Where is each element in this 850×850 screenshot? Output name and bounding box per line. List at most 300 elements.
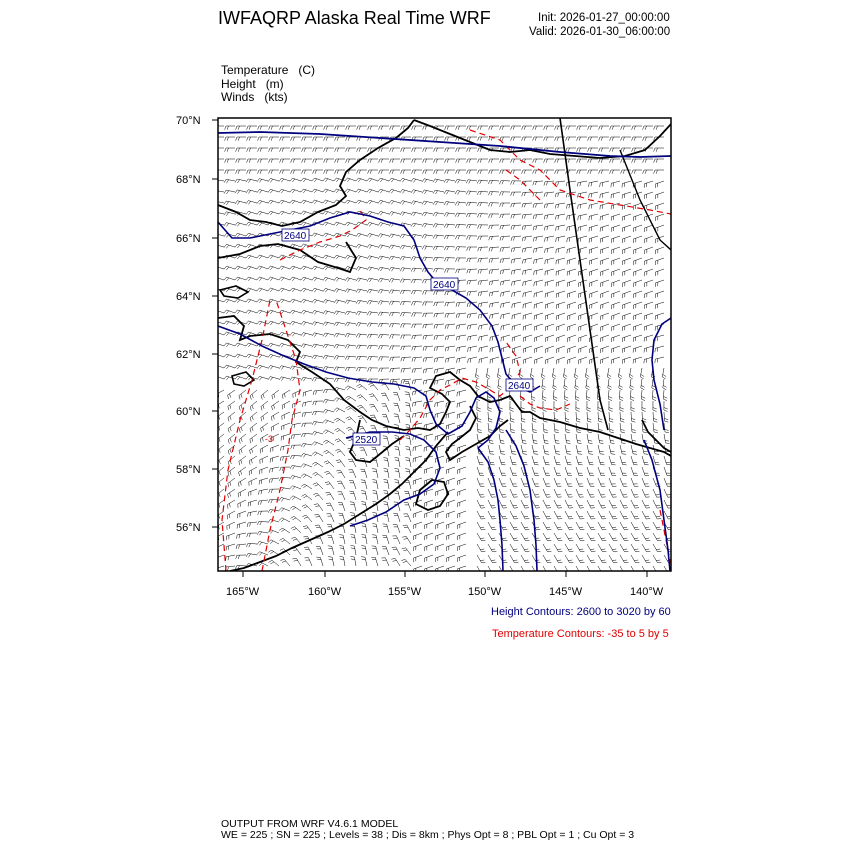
wind-barb <box>532 467 539 476</box>
wind-barb <box>351 534 357 544</box>
wind-barb <box>357 384 368 390</box>
wind-barb <box>458 478 467 485</box>
wind-barb <box>411 212 422 216</box>
wind-barb <box>301 443 312 447</box>
wind-barb <box>327 535 334 544</box>
wind-barb <box>588 170 598 174</box>
wind-barb <box>228 434 235 444</box>
wind-barb <box>389 178 400 182</box>
wind-barb <box>587 423 592 433</box>
wind-barb <box>372 535 378 544</box>
wind-barb <box>238 511 246 518</box>
wind-barb <box>545 236 555 242</box>
wind-barb <box>632 170 642 174</box>
wind-barb <box>575 379 579 390</box>
wind-barb <box>622 192 631 199</box>
height-contour <box>478 448 503 571</box>
wind-barb <box>587 544 595 552</box>
wind-barb <box>522 247 532 252</box>
wind-barb <box>345 396 356 401</box>
wind-barb <box>400 290 411 294</box>
wind-barb <box>400 190 411 194</box>
wind-barb <box>477 412 481 422</box>
wind-barb <box>477 500 485 508</box>
wind-barb <box>565 489 573 497</box>
wind-barb <box>543 522 551 530</box>
wind-barb <box>356 233 367 237</box>
wind-barb <box>511 126 521 130</box>
wind-barb <box>544 126 554 130</box>
wind-barb <box>422 223 433 227</box>
wind-barb <box>620 478 627 486</box>
alaska-coastline <box>218 120 414 226</box>
wind-barb <box>290 266 301 270</box>
wind-barb <box>589 258 598 265</box>
wind-barb <box>436 511 445 518</box>
wind-barb <box>545 291 554 298</box>
wind-barb <box>543 555 551 563</box>
wind-barb <box>510 511 518 519</box>
longitude-axis <box>226 571 664 598</box>
wind-barb <box>631 566 639 574</box>
wind-barb <box>477 555 485 563</box>
wind-barb <box>622 214 631 221</box>
wind-barb <box>280 170 290 174</box>
wind-barb <box>554 544 562 552</box>
wind-barb <box>629 368 633 379</box>
wind-barb <box>501 324 510 330</box>
wind-barb <box>587 445 593 454</box>
wind-barb <box>457 555 466 562</box>
wind-barb <box>349 480 356 489</box>
wind-barb <box>511 137 521 141</box>
wind-barb <box>620 423 625 433</box>
wind-barb <box>599 148 609 152</box>
wind-barb <box>500 214 510 218</box>
wind-barb <box>653 555 661 563</box>
wind-barb <box>257 211 268 215</box>
wind-barb <box>302 412 312 417</box>
wind-barb <box>250 423 257 432</box>
wind-barb <box>489 247 499 251</box>
wind-barb <box>642 500 650 508</box>
wind-barb <box>656 247 665 254</box>
wind-barb <box>335 159 345 163</box>
wind-barb <box>458 522 467 529</box>
wind-barb <box>423 148 433 152</box>
wind-barb <box>290 496 301 500</box>
wind-barb <box>301 288 312 292</box>
wind-barb <box>391 558 400 566</box>
wind-barb <box>589 225 598 232</box>
wind-barb <box>238 500 246 508</box>
wind-barb <box>477 467 484 476</box>
wind-barb <box>249 467 257 475</box>
wind-barb <box>655 269 664 276</box>
wind-barb <box>246 553 257 557</box>
wind-barb <box>568 346 577 353</box>
wind-barb <box>390 126 400 130</box>
wind-barb <box>414 555 423 562</box>
wind-barb <box>378 323 389 327</box>
wind-barb <box>348 459 356 467</box>
wind-barb <box>633 324 642 331</box>
wind-barb <box>445 313 455 318</box>
wind-barb <box>488 423 493 433</box>
wind-barb <box>400 279 411 283</box>
wind-barb <box>393 513 400 522</box>
wind-barb <box>600 346 609 353</box>
wind-barb <box>446 379 455 385</box>
wind-barb <box>620 522 628 530</box>
wind-barb <box>611 181 620 187</box>
wind-barb <box>544 214 554 219</box>
wind-barb <box>655 313 664 320</box>
wind-barb <box>510 412 514 422</box>
wind-barb <box>247 533 257 537</box>
wind-barb <box>235 179 246 183</box>
lon-tick-label: 155°W <box>388 586 422 598</box>
lon-tick-label: 160°W <box>308 586 342 598</box>
wind-barb <box>402 536 411 544</box>
wind-barb <box>367 256 378 260</box>
wind-barb <box>511 225 521 230</box>
wind-barb <box>334 322 345 326</box>
wind-barb <box>301 299 312 303</box>
wind-barb <box>261 423 268 432</box>
wind-barb <box>323 420 334 424</box>
alaska-peninsula-coastline <box>230 432 448 571</box>
wind-barb <box>598 456 605 465</box>
wind-barb <box>631 456 638 465</box>
wind-barb <box>412 170 422 174</box>
wind-barb <box>247 137 257 141</box>
wind-barb <box>543 544 551 552</box>
wind-barb <box>653 522 661 530</box>
wind-barb <box>250 434 257 443</box>
wind-barb <box>544 192 554 197</box>
wind-barb <box>532 401 536 412</box>
wind-barb <box>446 412 455 418</box>
wind-barb <box>247 126 257 130</box>
wind-barb <box>611 335 620 342</box>
wind-barb <box>620 489 628 497</box>
wind-barb <box>433 213 444 217</box>
wind-barb <box>269 148 279 152</box>
wind-barb <box>489 214 500 218</box>
wind-barb <box>544 137 554 141</box>
wind-barb <box>291 537 301 544</box>
wind-barb <box>565 544 573 552</box>
wind-barb <box>566 181 576 186</box>
wind-barb <box>339 546 345 556</box>
wind-barb <box>619 390 623 401</box>
wind-barb <box>425 555 434 562</box>
wind-barb <box>302 170 312 174</box>
wind-barb <box>303 390 312 397</box>
wind-barb <box>345 278 356 282</box>
lat-tick-label: 56°N <box>176 522 201 534</box>
wind-barb <box>587 511 595 519</box>
temperature-contour <box>520 396 570 410</box>
wind-barb <box>389 234 400 238</box>
wind-barb <box>401 357 411 361</box>
wind-barb <box>324 471 334 478</box>
wind-barb <box>257 179 268 183</box>
wind-barb <box>566 137 576 141</box>
latitude-axis <box>176 115 218 534</box>
wind-barb <box>302 148 312 152</box>
wind-barb <box>301 377 312 381</box>
wind-barb <box>312 277 323 281</box>
wind-barb <box>543 478 550 486</box>
wind-barb <box>227 500 235 509</box>
lat-tick-label: 64°N <box>176 291 201 303</box>
wind-barb <box>235 299 246 303</box>
wind-barb <box>533 159 543 163</box>
wind-barb <box>367 178 378 182</box>
wind-barb <box>543 401 547 412</box>
wind-barb <box>312 189 323 193</box>
wind-barb <box>389 200 400 204</box>
wind-barb <box>456 346 466 352</box>
wind-barb <box>301 178 312 182</box>
wind-barb <box>378 312 389 316</box>
wind-barb <box>324 148 334 152</box>
wind-barb <box>645 247 654 254</box>
wind-barb <box>301 211 312 215</box>
wind-barb <box>555 203 565 208</box>
wind-barb <box>620 467 627 476</box>
wind-barb <box>367 301 378 305</box>
wind-barb <box>467 170 477 174</box>
wind-barb <box>622 225 631 232</box>
wind-barb <box>500 280 510 286</box>
wind-barb <box>567 291 576 298</box>
wind-barb <box>390 368 400 372</box>
wind-barb <box>268 179 279 183</box>
wind-barb <box>316 546 323 555</box>
wind-barb <box>456 335 466 340</box>
wind-barb <box>477 423 482 433</box>
wind-barb <box>312 411 323 415</box>
wind-barb <box>403 514 411 522</box>
wind-barb <box>272 390 279 399</box>
wind-barb <box>545 324 554 331</box>
wind-barb <box>367 334 378 338</box>
wind-barb <box>556 236 565 242</box>
wind-barb <box>434 313 444 317</box>
wind-barb <box>642 511 650 519</box>
wind-barb <box>467 313 477 318</box>
wind-barb <box>394 468 400 478</box>
wind-barb <box>412 126 422 130</box>
wind-barb <box>367 234 378 238</box>
wind-barb <box>246 321 257 325</box>
wind-barb <box>357 170 367 174</box>
wind-barb <box>280 456 290 461</box>
wind-barb <box>609 500 617 508</box>
wind-barb <box>466 225 477 229</box>
wind-barb <box>313 472 324 478</box>
wind-barb <box>477 544 485 552</box>
wind-barb <box>589 280 598 287</box>
wind-barb <box>445 269 456 273</box>
wind-barb <box>250 401 257 411</box>
wind-barb <box>567 247 576 253</box>
wind-barb <box>323 288 334 292</box>
wind-barb <box>521 489 529 497</box>
wind-barb <box>598 467 605 476</box>
wind-barb <box>610 148 620 152</box>
wind-barb <box>400 301 411 305</box>
wind-barb <box>312 244 323 248</box>
wind-barb <box>258 170 268 174</box>
wind-barb <box>501 291 511 297</box>
wind-barb <box>269 137 279 141</box>
wind-barb <box>279 266 290 270</box>
wind-barb <box>412 379 422 384</box>
wind-barb <box>279 377 290 381</box>
wind-barb <box>238 489 246 497</box>
wind-barb <box>268 509 279 513</box>
wind-barb <box>633 335 642 342</box>
wind-barb <box>543 500 551 508</box>
wind-barb <box>381 393 389 401</box>
wind-barb <box>642 555 650 563</box>
wind-barb <box>522 126 532 130</box>
wind-barb <box>477 456 484 465</box>
wind-barb <box>642 489 650 497</box>
wind-barb <box>368 170 378 174</box>
wind-barb <box>313 493 323 500</box>
wind-barb <box>235 201 246 205</box>
wind-barb <box>291 159 301 163</box>
wind-barb <box>372 524 378 534</box>
wind-barb <box>511 247 521 252</box>
st-lawrence-island-coastline <box>220 286 248 298</box>
wind-barb <box>521 522 529 530</box>
wind-barb <box>534 346 543 353</box>
wind-barb <box>612 269 621 276</box>
wind-barb <box>600 280 609 287</box>
wind-barb <box>302 423 312 427</box>
wind-barb <box>545 313 554 320</box>
wind-barb <box>543 423 548 433</box>
wind-barb <box>612 313 621 320</box>
wind-barb <box>414 533 423 540</box>
wind-barb <box>323 367 334 371</box>
wind-barb <box>290 476 301 480</box>
wind-barb <box>643 159 653 163</box>
wind-barb <box>362 523 368 533</box>
wind-barb <box>334 418 345 423</box>
wind-barb <box>622 313 631 320</box>
wind-barb <box>500 192 511 196</box>
wind-barb <box>446 434 455 441</box>
wind-barb <box>290 189 301 193</box>
wind-barb <box>576 434 582 444</box>
wind-barb <box>248 500 257 507</box>
wind-barb <box>477 478 484 486</box>
wind-barb <box>631 555 639 563</box>
wind-barb <box>589 192 598 198</box>
wind-barb <box>401 559 411 566</box>
wind-barb <box>500 269 510 274</box>
wind-barb <box>611 346 620 353</box>
wind-barb <box>411 201 422 205</box>
wind-barb <box>655 192 664 199</box>
wind-barb <box>238 478 246 487</box>
wind-barb <box>433 269 444 273</box>
wind-barb <box>488 533 496 541</box>
wind-barb <box>249 478 257 486</box>
wind-barb <box>225 126 235 130</box>
wind-barb <box>632 137 642 141</box>
wind-barb <box>389 256 400 260</box>
wind-barb <box>620 555 628 563</box>
wind-barb <box>360 458 367 467</box>
wind-barb <box>282 412 290 420</box>
wind-barb <box>291 516 302 522</box>
wind-barb <box>578 225 587 231</box>
wind-barb <box>269 560 280 566</box>
wind-barb <box>622 335 631 342</box>
wind-barb <box>356 189 367 193</box>
wind-barb <box>323 399 334 403</box>
wind-barb <box>383 524 389 533</box>
wind-barb <box>259 489 269 495</box>
wind-barb <box>576 500 584 508</box>
wind-barb <box>258 511 268 515</box>
wind-barb <box>588 126 598 130</box>
wind-barb <box>600 236 609 243</box>
wind-barb <box>521 412 525 422</box>
wind-barb <box>541 368 545 379</box>
wind-barb <box>235 223 246 227</box>
wind-barb <box>467 324 477 330</box>
wind-barb <box>631 522 639 530</box>
wind-barb <box>587 467 594 476</box>
wind-barb <box>478 302 488 307</box>
wind-barb <box>235 310 246 314</box>
wind-barb <box>533 137 543 141</box>
wind-barb <box>279 366 290 370</box>
wind-barb <box>246 266 257 270</box>
wind-barb <box>290 486 301 490</box>
wind-barb <box>335 137 345 141</box>
wind-barb <box>587 500 595 508</box>
wind-barb <box>488 566 496 574</box>
wind-barb <box>291 445 301 449</box>
wind-barb <box>259 478 268 485</box>
wind-barb <box>268 550 279 555</box>
temperature-contour <box>506 170 540 200</box>
wind-barb <box>235 376 246 380</box>
wind-barb <box>239 467 246 476</box>
wind-barb <box>644 203 653 210</box>
wind-barb <box>248 511 258 517</box>
wind-barb <box>414 566 423 573</box>
wind-barb <box>533 192 543 197</box>
wind-barb <box>412 313 423 317</box>
wind-barb <box>271 445 279 452</box>
wind-barb <box>500 203 510 207</box>
wind-barb <box>565 445 571 454</box>
wind-barb <box>261 401 268 410</box>
wind-barb <box>301 474 312 478</box>
wind-barb <box>323 344 334 348</box>
